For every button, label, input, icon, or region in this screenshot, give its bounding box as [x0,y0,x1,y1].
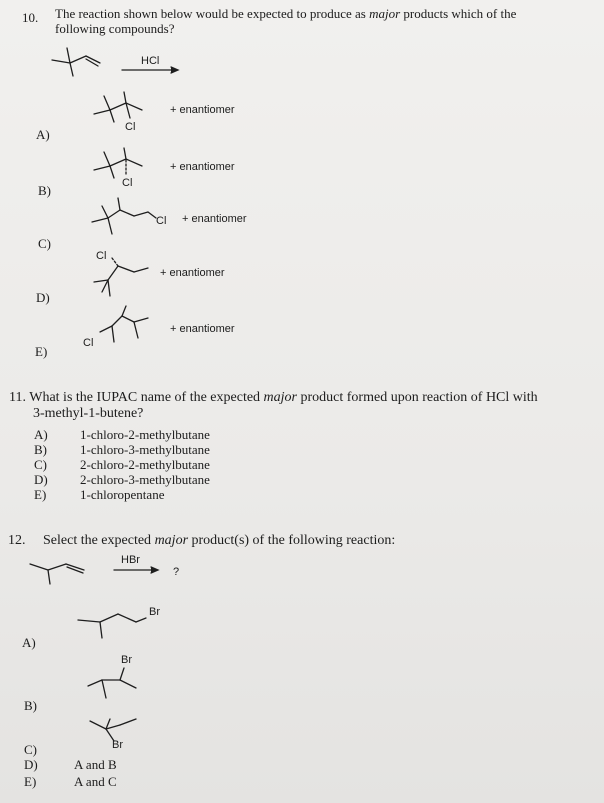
q10-stem-text: The reaction shown below would be expected to produce as [55,6,370,21]
q11-option-e-letter: E) [34,487,47,502]
q12-option-e-letter: E) [24,774,37,789]
q10-option-d-letter: D) [36,290,50,305]
q11-stem-text: What is the IUPAC name of the expected [29,390,264,405]
q10-option-e-halogen: Cl [83,337,94,349]
q12-option-b-letter: B) [24,698,37,713]
q10-option-c-suffix: + enantiomer [182,213,247,225]
q10-stem-text-end: products which of the [400,6,517,21]
q11-stem-text-end: product formed upon reaction of HCl with [297,390,538,405]
q11-option-b-letter: B) [34,442,47,457]
q11-option-a-text: 1-chloro-2-methylbutane [80,427,210,442]
q12-stem-text: Select the expected [43,533,155,548]
q11-option-d-letter: D) [34,472,48,487]
q11-stem-line2: 3-methyl-1-butene? [33,406,144,421]
q12-option-c-structure [88,715,158,747]
q12-option-d-letter: D) [24,757,38,772]
q12-option-c-halogen: Br [112,739,123,751]
q10-number: 10. [22,10,39,25]
q10-option-c-halogen: Cl [156,215,167,227]
q11-option-b-text: 1-chloro-3-methylbutane [80,442,210,457]
q11-option-d-text: 2-chloro-3-methylbutane [80,472,210,487]
q12-reactant-structure [28,556,108,586]
q12-option-b-structure [86,666,156,706]
q10-stem-line2: following compounds? [55,21,175,36]
q10-stem-emphasis: major [369,6,401,21]
q10-option-c-letter: C) [38,236,51,251]
q10-option-b-halogen: Cl [122,177,133,189]
q11-option-e-text: 1-chloropentane [80,487,165,502]
q10-option-a-suffix: + enantiomer [170,104,235,116]
q11-option-c-text: 2-chloro-2-methylbutane [80,457,210,472]
q12-stem [43,533,395,548]
q10-option-e-structure [96,306,176,350]
q10-stem-line1 [55,6,516,21]
q12-number: 12. [8,533,26,548]
q10-option-b-suffix: + enantiomer [170,161,235,173]
q12-option-c-letter: C) [24,742,37,757]
q12-option-a-halogen: Br [149,606,160,618]
q12-option-e-text: A and C [74,774,117,789]
q10-option-d-halogen: Cl [96,250,107,262]
q12-option-a-structure [76,608,156,642]
q12-stem-text-end: product(s) of the following reaction: [188,533,396,548]
q10-option-e-suffix: + enantiomer [170,323,235,335]
q10-option-d-suffix: + enantiomer [160,267,225,279]
q10-option-b-letter: B) [38,183,51,198]
q12-option-a-letter: A) [22,635,36,650]
q10-option-d-structure [88,254,168,300]
q11-option-a-letter: A) [34,427,48,442]
q12-unknown-product: ? [173,566,180,578]
q10-option-e-letter: E) [35,344,48,359]
q11-option-c-letter: C) [34,457,47,472]
q11-stem-emphasis: major [263,390,297,405]
q11-stem-line1 [9,390,538,405]
q10-reagent: HCl [141,55,160,67]
q12-option-b-halogen: Br [121,654,132,666]
q10-option-a-letter: A) [36,127,50,142]
q12-option-d-text: A and B [74,757,117,772]
q11-number: 11. [9,390,26,405]
q12-reagent: HBr [121,554,140,566]
q10-option-a-halogen: Cl [125,121,136,133]
q10-reactant-structure [44,46,104,78]
q12-stem-emphasis: major [154,533,189,548]
